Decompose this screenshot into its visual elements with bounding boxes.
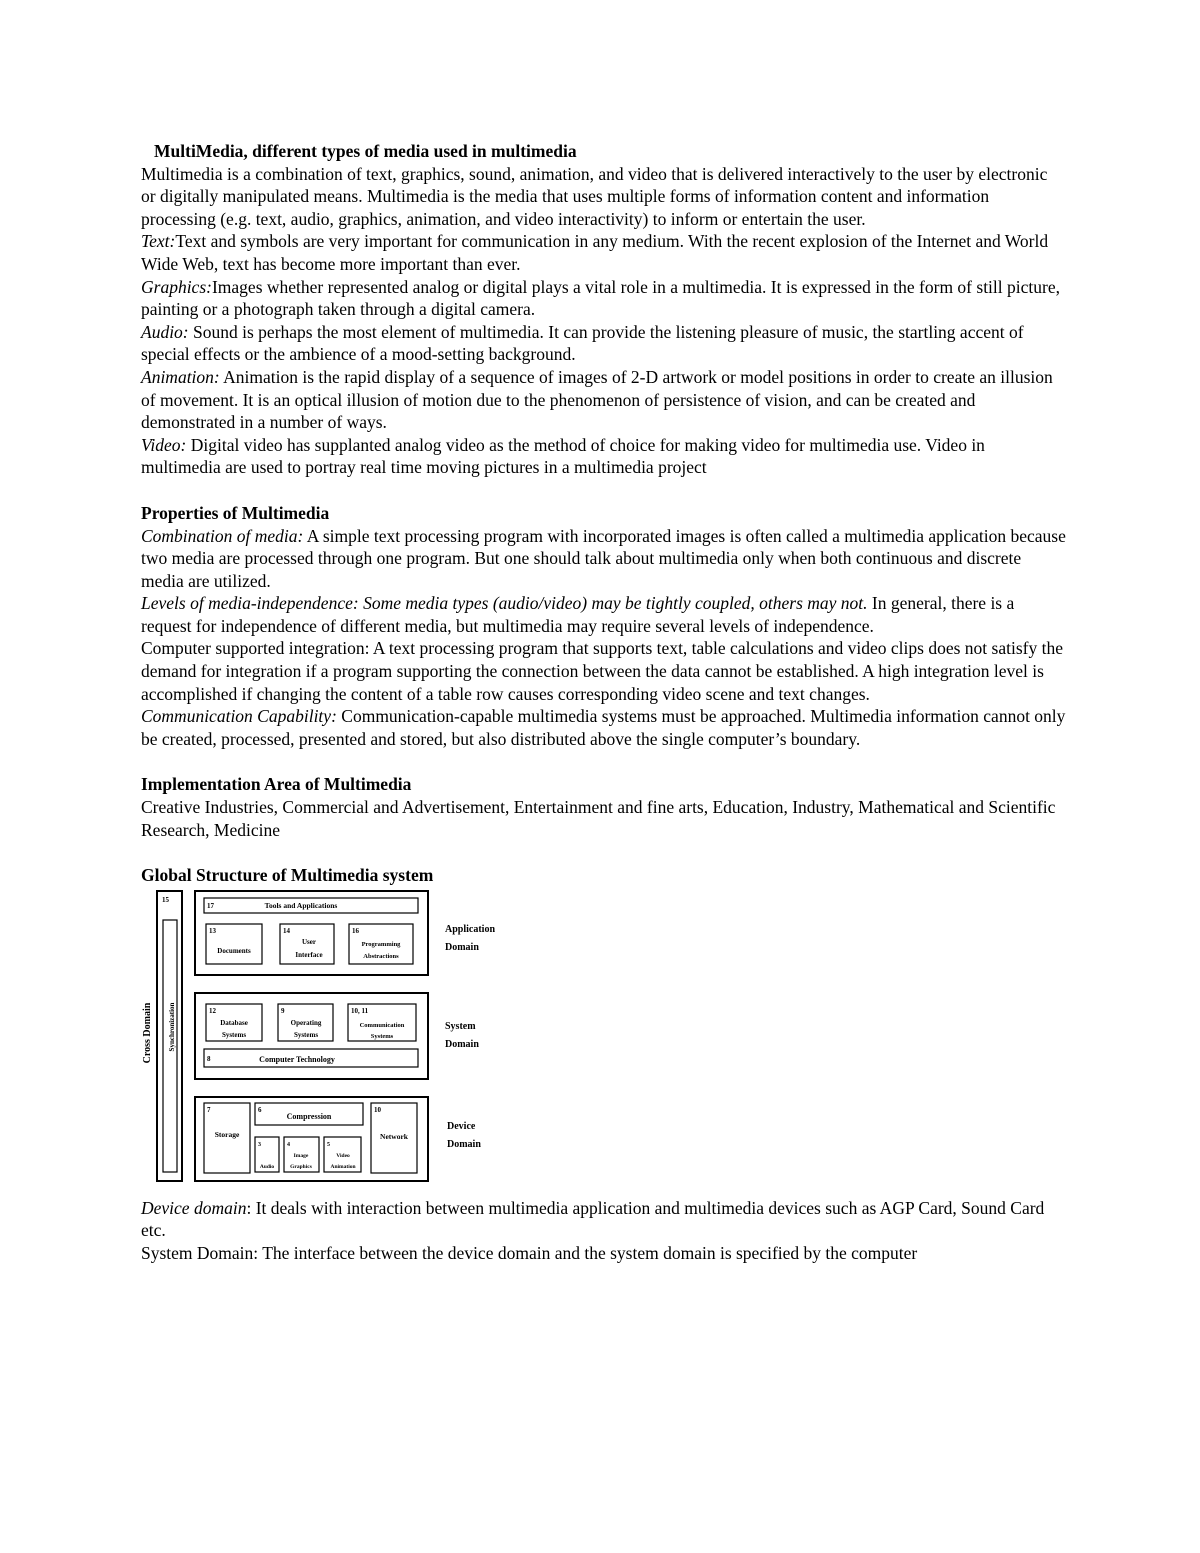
media-audio-label: Audio: <box>141 321 189 342</box>
combination-label: Combination of media: <box>141 525 304 546</box>
levels-paragraph <box>141 592 1066 637</box>
compression-number: 6 <box>258 1105 262 1114</box>
media-text-paragraph <box>141 230 1066 275</box>
media-audio-body: Sound is perhaps the most element of multimedia. It can provide the listening pleasure of music, the startling accent of special effects or the ambience of a mood-setting background. <box>141 321 1024 365</box>
audio-number: 3 <box>258 1141 261 1148</box>
storage-number: 7 <box>207 1105 211 1114</box>
device-domain-body: : It deals with interaction between multimedia application and multimedia devices such as AGP Card, Sound Card etc. <box>141 1197 1045 1241</box>
communication-label: Communication Capability: <box>141 706 337 727</box>
image-label-2: Graphics <box>290 1163 312 1170</box>
application-domain-label-1: Application <box>445 923 496 935</box>
user-interface-label-1: User <box>302 937 316 946</box>
system-domain-label-1: System <box>445 1020 476 1032</box>
operating-label-2: Systems <box>293 1030 319 1039</box>
network-number: 10 <box>374 1105 381 1114</box>
integration-paragraph: Computer supported integration: A text processing program that supports text, table calculations and video clips does not satisfy the demand for integration if a program supporting the connection between the data cannot be established. A high integration level is accomplished if changing the content of a table row causes corresponding video scene and text changes. <box>141 638 1063 704</box>
system-domain-paragraph: System Domain: The interface between the device domain and the system domain is specified by the computer <box>141 1243 918 1263</box>
operating-number: 9 <box>281 1006 285 1015</box>
system-domain-label-2: Domain <box>445 1038 479 1050</box>
page-title: MultiMedia, different types of media used in multimedia <box>154 141 577 161</box>
documents-label: Documents <box>217 946 251 955</box>
media-graphics-paragraph <box>141 276 1066 321</box>
cross-domain-label: Cross Domain <box>142 1002 153 1064</box>
communication-paragraph <box>141 705 1066 750</box>
programming-label-2: Abstractions <box>363 952 399 960</box>
application-domain-label-2: Domain <box>445 941 479 953</box>
network-label: Network <box>380 1131 408 1141</box>
audio-label: Audio <box>259 1163 275 1170</box>
combination-body: A simple text processing program with incorporated images is often called a multimedia application because two media are processed through one program. But one should talk about multimedia only when both continuous and discrete media are utilized. <box>141 525 1066 591</box>
image-number: 4 <box>287 1141 290 1148</box>
database-label-1: Database <box>220 1018 248 1027</box>
media-text-body: Text and symbols are very important for communication in any medium. With the recent explosion of the Internet and World Wide Web, text has become more important than ever. <box>141 231 1049 274</box>
device-domain-label: Device domain <box>141 1197 247 1218</box>
database-number: 12 <box>209 1006 216 1015</box>
operating-label-1: Operating <box>290 1018 322 1027</box>
media-animation-body: Animation is the rapid display of a sequence of images of 2-D artwork or model positions in order to create an illusion of movement. It is an optical illusion of motion due to the phenomenon of persistence of vision, and can be created and demonstrated in a number of ways. <box>141 366 1053 433</box>
communication-label-2: Systems <box>370 1032 394 1040</box>
global-structure-heading: Global Structure of Multimedia system <box>141 865 434 886</box>
device-domain-label-1: Device <box>447 1120 476 1132</box>
tools-label: Tools and Applications <box>264 900 338 910</box>
storage-label: Storage <box>214 1129 240 1139</box>
combination-paragraph <box>141 525 1066 593</box>
levels-body: In general, there is a request for independence of different media, but multimedia may require several levels of independence. <box>141 593 1015 636</box>
media-graphics-label: Graphics: <box>141 276 212 297</box>
spacer <box>141 841 1066 864</box>
implementation-heading: Implementation Area of Multimedia <box>141 774 412 795</box>
media-audio-paragraph <box>141 321 1066 366</box>
media-video-body: Digital video has supplanted analog video as the method of choice for making video for multimedia use. Video in multimedia are used to portray real time moving pictures in a multimedia project <box>141 434 985 478</box>
properties-heading: Properties of Multimedia <box>141 502 330 523</box>
implementation-paragraph: Creative Industries, Commercial and Advertisement, Entertainment and fine arts, Education, Industry, Mathematical and Scientific Research, Medicine <box>141 797 1056 840</box>
device-domain-paragraph <box>141 1197 1066 1242</box>
media-animation-paragraph <box>141 366 1066 434</box>
video-label-2: Animation <box>330 1163 356 1170</box>
media-animation-label: Animation: <box>141 366 220 387</box>
spacer <box>141 750 1066 773</box>
communication-label-1: Communication <box>359 1021 405 1029</box>
computer-technology-label: Computer Technology <box>259 1054 335 1064</box>
compression-label: Compression <box>286 1111 332 1121</box>
database-label-2: Systems <box>221 1030 247 1039</box>
global-structure-diagram <box>141 889 521 1187</box>
tools-number: 17 <box>207 901 214 910</box>
user-interface-label-2: Interface <box>295 950 323 959</box>
media-text-label: Text: <box>141 231 176 252</box>
image-label-1: Image <box>293 1152 309 1159</box>
user-interface-number: 14 <box>283 926 290 935</box>
programming-number: 16 <box>352 926 359 935</box>
levels-label: Levels of media-independence: Some media types (audio/video) may be tightly coupled, others may not. <box>141 593 868 614</box>
media-video-label: Video: <box>141 434 187 455</box>
communication-body: Communication-capable multimedia systems must be approached. Multimedia information cannot only be created, processed, presented and stored, but also distributed above the single computer’s boundary. <box>141 706 1066 749</box>
intro-paragraph: Multimedia is a combination of text, graphics, sound, animation, and video that is delivered interactively to the user by electronic or digitally manipulated means. Multimedia is the media that uses multiple forms of information content and information processing (e.g. text, audio, graphics, animation, and video interactivity) to inform or entertain the user. <box>141 163 1048 229</box>
programming-label-1: Programming <box>361 940 401 948</box>
video-number: 5 <box>327 1141 330 1148</box>
synchronization-label: Synchronization <box>168 1002 176 1052</box>
video-label-1: Video <box>336 1152 350 1159</box>
media-graphics-body: Images whether represented analog or digital plays a vital role in a multimedia. It is expressed in the form of still picture, painting or a photograph taken through a digital camera. <box>141 276 1060 320</box>
document-body <box>141 140 1066 1265</box>
synchronization-number: 15 <box>162 895 169 904</box>
computer-technology-number: 8 <box>207 1054 211 1063</box>
device-domain-label-2: Domain <box>447 1138 481 1150</box>
communication-number: 10, 11 <box>351 1006 369 1015</box>
media-video-paragraph <box>141 434 1066 479</box>
spacer <box>141 479 1066 502</box>
documents-number: 13 <box>209 926 216 935</box>
